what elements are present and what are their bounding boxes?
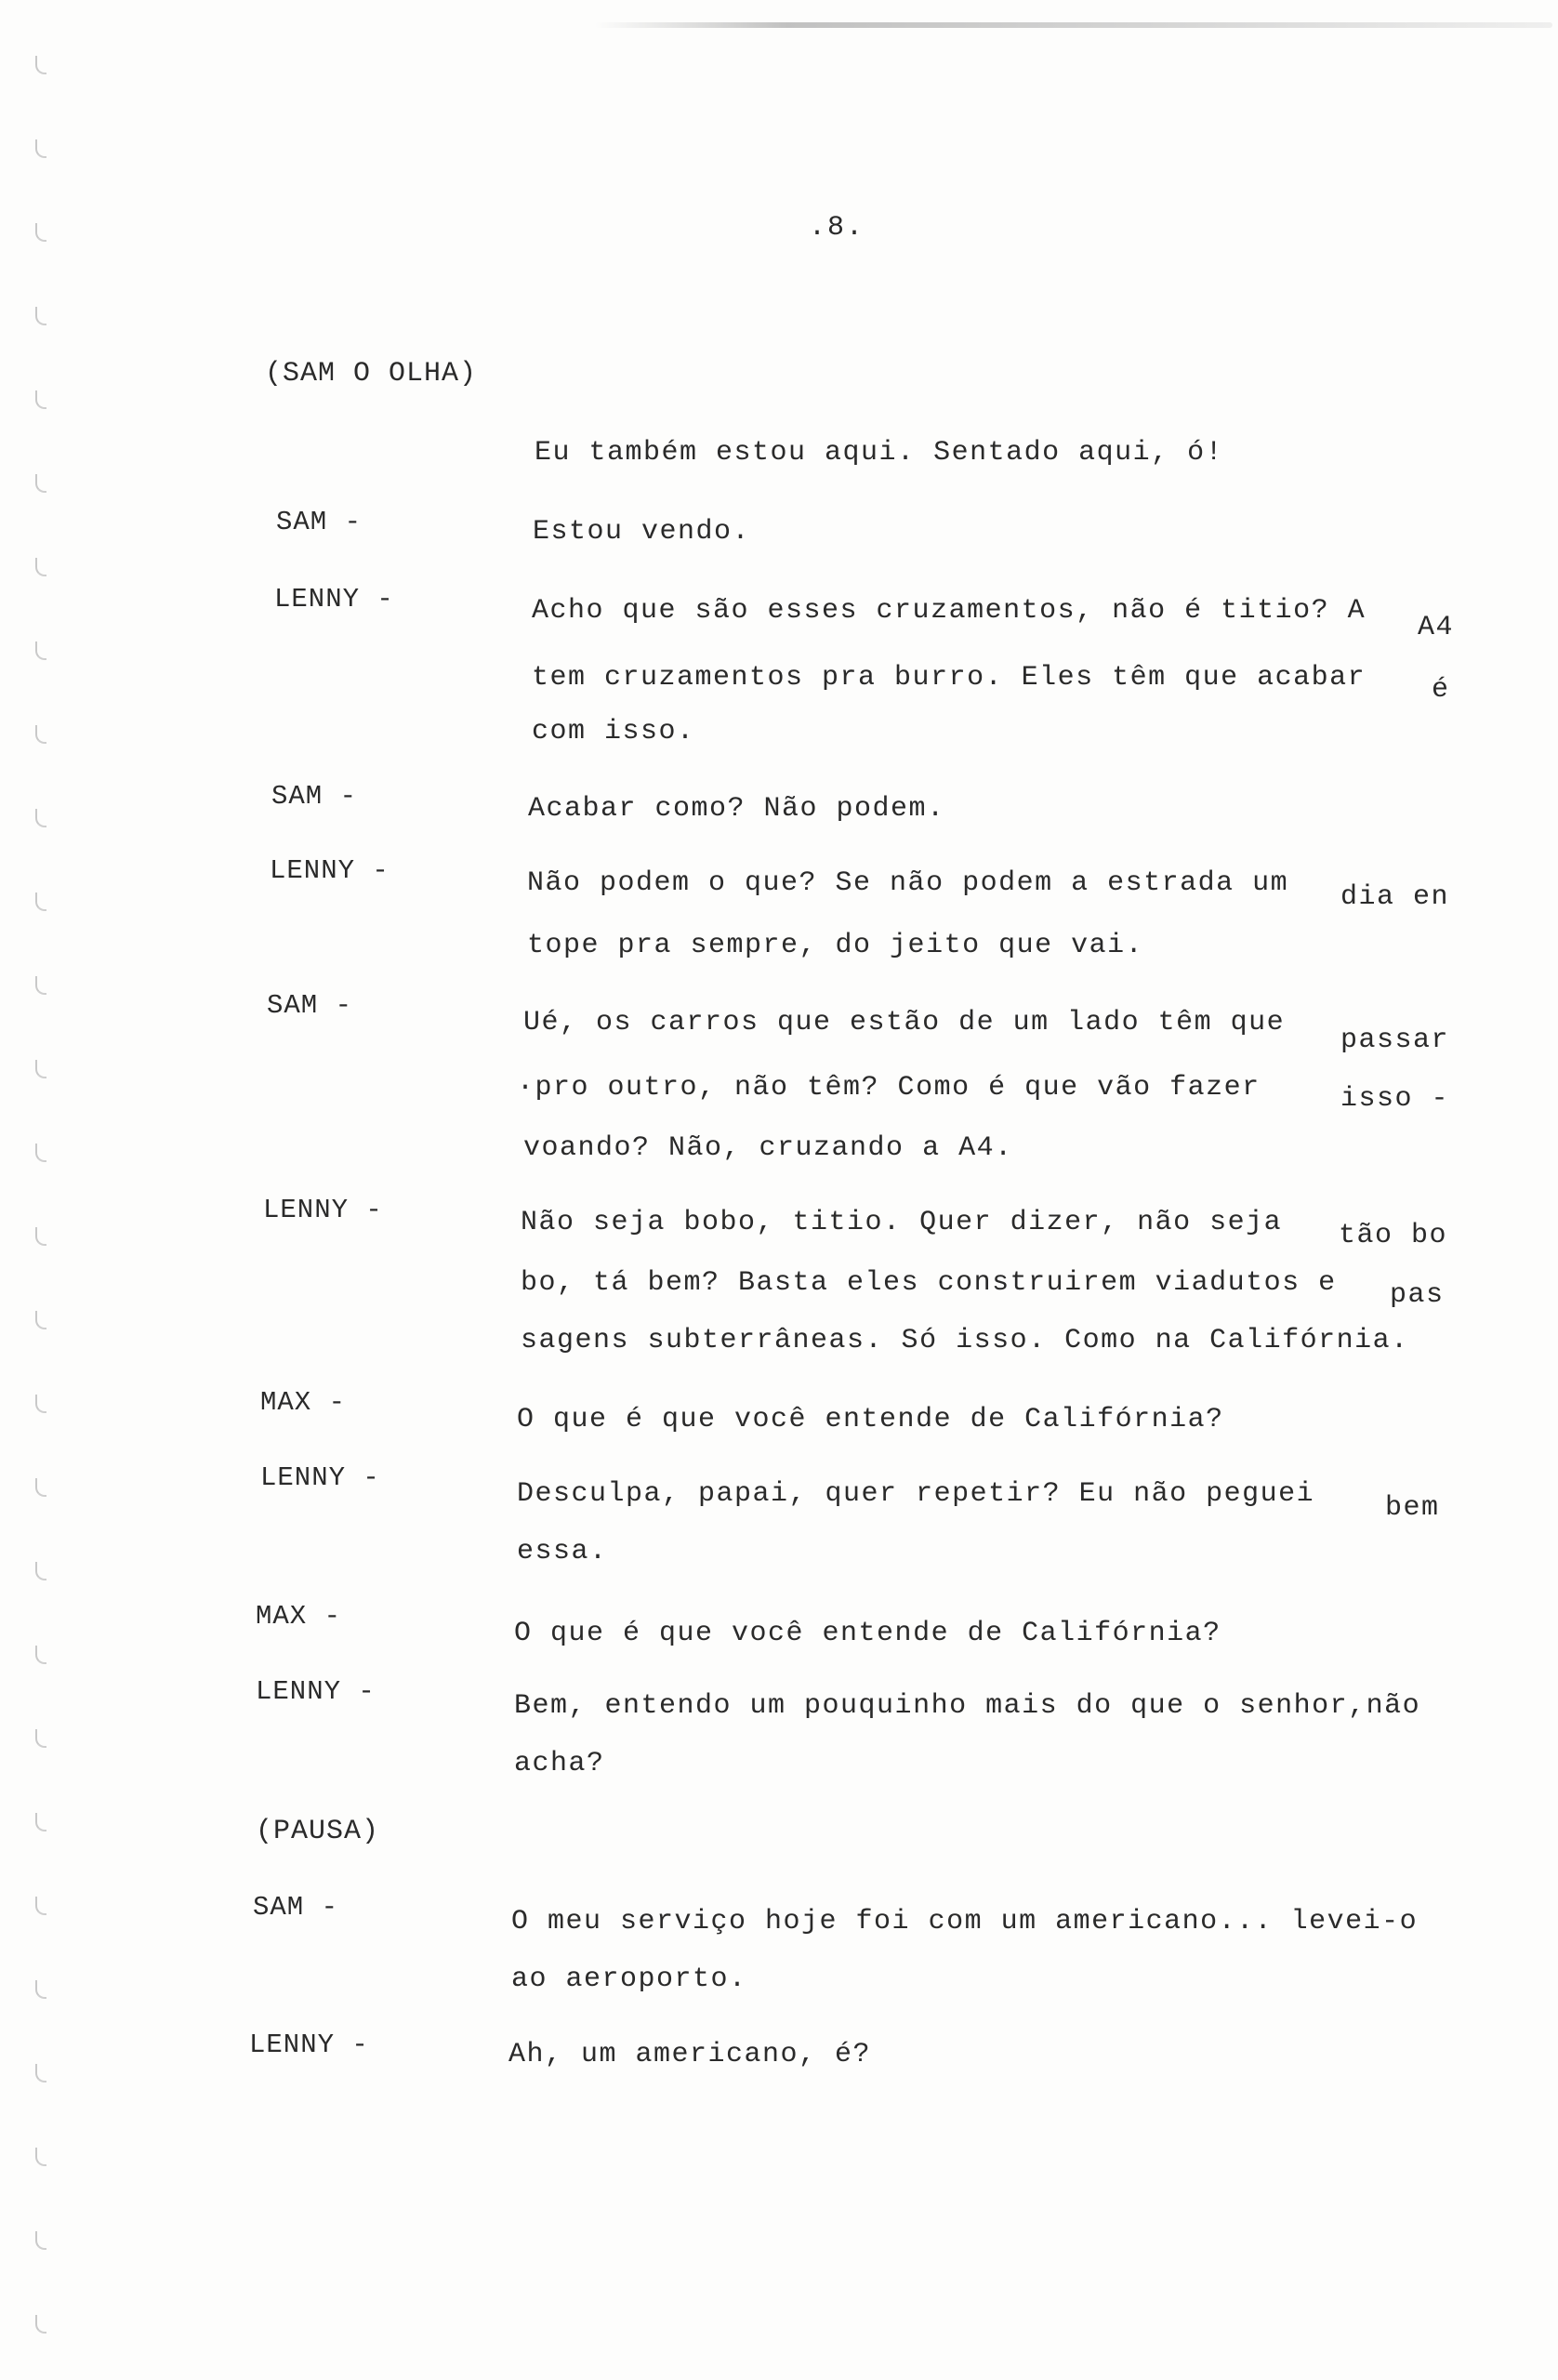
speaker-label: LENNY - xyxy=(263,1195,383,1225)
dialogue-line: Eu também estou aqui. Sentado aqui, ó! xyxy=(535,437,1224,469)
dialogue-line: tope pra sempre, do jeito que vai. xyxy=(527,930,1144,961)
dialogue-line: Acabar como? Não podem. xyxy=(528,793,945,825)
dialogue-line: Não seja bobo, titio. Quer dizer, não seja xyxy=(521,1207,1283,1238)
dialogue-line: sagens subterrâneas. Só isso. Como na Califórnia. xyxy=(521,1325,1409,1356)
dialogue-line-right: isso - xyxy=(1340,1083,1450,1115)
scan-top-edge-shadow xyxy=(595,22,1552,28)
dialogue-line: O que é que você entende de Califórnia? xyxy=(517,1404,1224,1435)
speaker-label: LENNY - xyxy=(256,1676,376,1707)
speaker-label: LENNY - xyxy=(249,2030,369,2060)
speaker-label: LENNY - xyxy=(270,855,390,886)
dialogue-line: tem cruzamentos pra burro. Eles têm que acabar xyxy=(532,662,1367,694)
dialogue-line: acha? xyxy=(514,1748,605,1779)
page-number: .8. xyxy=(809,212,865,244)
dialogue-line: Acho que são esses cruzamentos, não é titio? A xyxy=(532,595,1367,627)
speaker-label: LENNY - xyxy=(260,1462,380,1493)
dialogue-line: com isso. xyxy=(532,716,695,747)
binding-perforation xyxy=(28,0,65,2380)
dialogue-line-right: bem xyxy=(1385,1492,1440,1524)
stage-direction-pause: (PAUSA) xyxy=(256,1816,380,1847)
dialogue-line-right: A4 xyxy=(1418,612,1455,643)
speaker-label: SAM - xyxy=(253,1892,339,1923)
speaker-label: SAM - xyxy=(271,781,358,812)
dialogue-line: essa. xyxy=(517,1536,608,1567)
dialogue-line: bo, tá bem? Basta eles construirem viadutos e xyxy=(521,1267,1337,1299)
dialogue-line: Ah, um americano, é? xyxy=(508,2039,872,2070)
stage-direction-sam-looks: (SAM O OLHA) xyxy=(265,358,478,390)
dialogue-line-right: é xyxy=(1432,674,1450,706)
dialogue-line: O meu serviço hoje foi com um americano... levei-o xyxy=(511,1906,1419,1937)
dialogue-line: Não podem o que? Se não podem a estrada um xyxy=(527,867,1289,899)
speaker-label: MAX - xyxy=(256,1601,342,1632)
speaker-label: SAM - xyxy=(267,990,353,1021)
dialogue-line: Desculpa, papai, quer repetir? Eu não peguei xyxy=(517,1478,1315,1510)
dialogue-line-right: tão bo xyxy=(1339,1220,1448,1251)
dialogue-line-right: passar xyxy=(1340,1025,1450,1056)
speaker-label: LENNY - xyxy=(274,584,394,615)
speaker-label: MAX - xyxy=(260,1387,347,1418)
dialogue-line-right: dia en xyxy=(1340,881,1450,913)
dialogue-line: ao aeroporto. xyxy=(511,1964,747,1995)
dialogue-line: O que é que você entende de Califórnia? xyxy=(514,1618,1221,1649)
speaker-label: SAM - xyxy=(276,507,363,537)
dialogue-line-right: pas xyxy=(1390,1279,1445,1311)
dialogue-line: Bem, entendo um pouquinho mais do que o senhor,não xyxy=(514,1690,1421,1722)
dialogue-line: voando? Não, cruzando a A4. xyxy=(523,1132,1013,1164)
dialogue-line: Estou vendo. xyxy=(533,516,751,548)
dialogue-line: ·pro outro, não têm? Como é que vão fazer xyxy=(517,1072,1261,1104)
dialogue-line: Ué, os carros que estão de um lado têm que xyxy=(523,1007,1286,1038)
